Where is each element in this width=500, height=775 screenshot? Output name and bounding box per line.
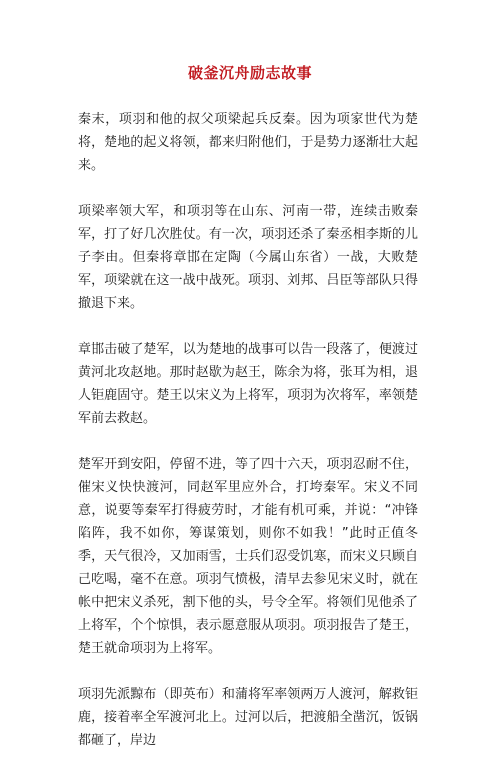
paragraph-2: 项梁率领大军，和项羽等在山东、河南一带，连续击败秦军，打了好几次胜仗。有一次，项羽还杀了秦丞相李斯的儿子李由。但秦将章邯在定陶（今属山东省）一战，大败楚军，项梁就在这一战中战死。项羽、刘邦、吕臣等部队只得撤退下来。 <box>78 204 418 311</box>
document-title: 破釜沉舟励志故事 <box>187 64 312 82</box>
paragraph-3: 章邯击破了楚军，以为楚地的战事可以告一段落了，便渡过黄河北攻赵地。那时赵歇为赵王，陈余为将，张耳为相，退人钜鹿固守。楚王以宋义为上将军，项羽为次将军，率领楚军前去救赵。 <box>78 342 418 426</box>
paragraph-4: 楚军开到安阳，停留不进，等了四十六天，项羽忍耐不住，催宋义快快渡河，同赵军里应外合，打垮秦军。宋义不同意，说要等秦军打得疲劳时，才能有机可乘，并说：“冲锋陷阵，我不如你，筹谋策划，则你不如我！”此时正值冬季，天气很冷，又加雨雪，士兵们忍受饥寒，而宋义只顾自己吃喝，毫不在意。项羽气愤极，清早去参见宋义时，就在帐中把宋义杀死，割下他的头，号令全军。将领们见他杀了上将军，个个惊惧，表示愿意服从项羽。项羽报告了楚王，楚王就命项羽为上将军。 <box>78 457 418 656</box>
paragraph-1: 秦末，项羽和他的叔父项梁起兵反秦。因为项家世代为楚将，楚地的起义将领，都来归附他们，于是势力逐渐壮大起来。 <box>78 112 418 173</box>
paragraph-5: 项羽先派黥布（即英布）和蒲将军率领两万人渡河，解救钜鹿，接着率全军渡河北上。过河以后，把渡船全凿沉，饭锅都砸了，岸边 <box>78 687 418 748</box>
document-body <box>78 108 418 775</box>
